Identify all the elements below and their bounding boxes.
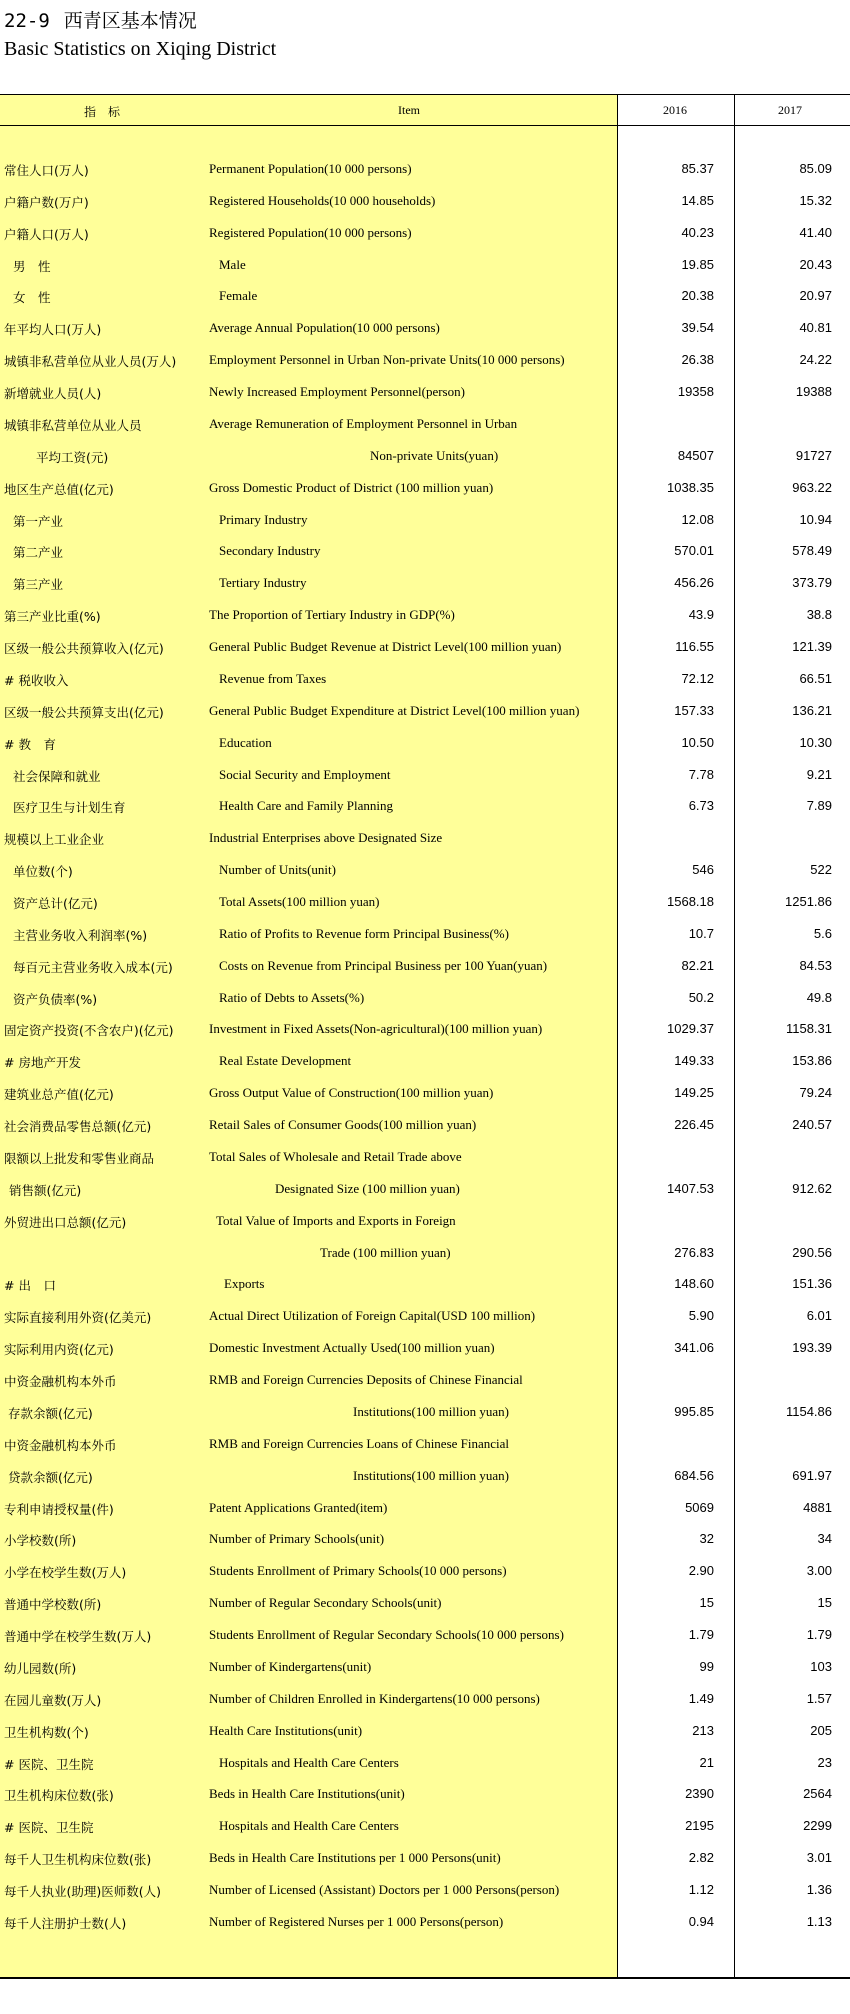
value-2016: 456.26 [674,575,714,591]
table-row [0,858,850,882]
row-label-cn: 限额以上批发和零售业商品 [4,1150,155,1166]
table-row [0,1910,850,1934]
value-2016: 213 [692,1722,714,1738]
row-label-en: Retail Sales of Consumer Goods(100 million yuan) [209,1117,477,1133]
row-label-cn: # 教 育 [4,736,56,752]
value-2016: 39.54 [681,320,714,336]
row-label-cn: # 税收收入 [4,672,69,688]
row-label-cn: 每千人注册护士数(人) [4,1915,127,1931]
table-row [0,794,850,818]
table-row [0,157,850,181]
value-2017: 10.30 [799,734,832,750]
value-2017: 7.89 [806,798,832,814]
table-row [0,1432,850,1456]
row-label-cn: 第二产业 [13,545,64,561]
value-2016: 2.82 [688,1850,714,1866]
row-label-en: Gross Output Value of Construction(100 million yuan) [209,1085,494,1101]
table-row [0,922,850,946]
value-2016: 149.33 [674,1053,714,1069]
table-row [0,1113,850,1137]
value-2016: 40.23 [681,224,714,240]
table-row [0,699,850,723]
table-row [0,1846,850,1870]
value-2016: 1568.18 [667,894,714,909]
header-year-2016: 2016 [663,103,687,117]
row-label-cn: 存款余额(亿元) [8,1405,93,1421]
value-2017: 79.24 [799,1085,832,1101]
value-2017: 240.57 [792,1117,832,1133]
row-label-en: Average Remuneration of Employment Personnel in Urban [209,415,518,431]
value-2017: 4881 [803,1499,832,1515]
row-label-en: Education [219,734,272,750]
row-label-cn: 幼儿园数(所) [4,1660,77,1676]
value-2017: 1154.86 [785,1403,832,1419]
row-label-en: Total Assets(100 million yuan) [219,894,380,909]
value-2017: 10.94 [799,511,832,527]
value-2016: 995.85 [674,1403,714,1419]
row-label-en: Number of Primary Schools(unit) [209,1531,385,1547]
row-label-cn: 实际利用内资(亿元) [4,1342,114,1358]
row-label-cn: 区级一般公共预算收入(亿元) [4,641,164,657]
table-row [0,1304,850,1328]
value-2016: 1.79 [688,1627,714,1643]
row-label-en: Costs on Revenue from Principal Business per 100 Yuan(yuan) [219,957,548,973]
header-indicator: 指 标 [84,105,121,119]
table-row [0,1687,850,1711]
value-2016: 15 [699,1595,714,1611]
value-2016: 5069 [685,1499,714,1515]
row-label-en: Students Enrollment of Primary Schools(10 000 persons) [209,1563,507,1579]
table-row [0,1017,850,1041]
row-label-cn: 资产负债率(%) [13,991,98,1007]
row-label-cn: 地区生产总值(亿元) [4,481,114,497]
row-label-en: Ratio of Profits to Revenue form Principal Business(%) [219,925,509,941]
table-row [0,539,850,563]
row-label-cn: 建筑业总产值(亿元) [4,1087,114,1103]
value-2017: 9.21 [806,766,832,782]
table-row [0,763,850,787]
table-row [0,316,850,340]
value-2016: 26.38 [681,352,714,368]
row-label-cn: 城镇非私营单位从业人员(万人) [4,354,177,370]
value-2016: 84507 [677,447,714,463]
table-row [0,253,850,277]
table-row [0,1527,850,1551]
table-row [0,667,850,691]
value-2016: 276.83 [674,1244,714,1260]
value-2017: 24.22 [799,352,832,368]
value-2017: 1.79 [806,1627,832,1643]
value-2016: 20.38 [681,288,714,304]
row-label-en: Revenue from Taxes [219,670,327,686]
table-row [0,1400,850,1424]
value-2017: 290.56 [792,1244,832,1260]
row-label-cn: 中资金融机构本外币 [4,1437,117,1453]
row-label-en: Health Care and Family Planning [219,798,394,814]
value-2017: 912.62 [792,1180,832,1196]
row-label-en: Hospitals and Health Care Centers [219,1754,399,1770]
row-label-en: Beds in Health Care Institutions(unit) [209,1786,405,1802]
row-label-en: Health Care Institutions(unit) [209,1722,363,1738]
row-label-cn: 医疗卫生与计划生育 [13,800,126,816]
table-row [0,826,850,850]
row-label-cn: 城镇非私营单位从业人员 [4,417,142,433]
table-row [0,284,850,308]
value-2016: 7.78 [688,766,714,782]
row-label-en: Number of Registered Nurses per 1 000 Persons(person) [209,1913,504,1929]
value-2017: 522 [810,862,832,878]
table-row [0,1496,850,1520]
value-2016: 1029.37 [667,1021,714,1037]
row-label-cn: 中资金融机构本外币 [4,1374,117,1390]
table-row [0,348,850,372]
row-label-cn: 小学在校学生数(万人) [4,1565,127,1581]
value-2016: 19.85 [681,256,714,272]
value-2017: 2564 [803,1786,832,1802]
statistics-table [0,94,850,1979]
row-label-cn: 普通中学在校学生数(万人) [4,1629,152,1645]
value-2017: 1158.31 [785,1021,832,1037]
row-label-cn: 在园儿童数(万人) [4,1692,102,1708]
row-label-en: Ratio of Debts to Assets(%) [219,989,365,1005]
value-2017: 23 [817,1754,832,1770]
value-2016: 2390 [685,1786,714,1802]
value-2017: 19388 [795,384,832,400]
row-label-cn: # 出 口 [4,1278,56,1294]
row-label-en: Employment Personnel in Urban Non-private Units(10 000 persons) [209,352,565,368]
value-2017: 578.49 [792,543,832,559]
value-2017: 38.8 [806,607,832,623]
row-label-en: Gross Domestic Product of District (100 million yuan) [209,479,494,495]
value-2016: 10.7 [688,925,714,941]
row-label-cn: 常住人口(万人) [4,163,89,178]
row-label-en: Number of Regular Secondary Schools(unit) [209,1595,442,1611]
row-label-cn: 社会消费品零售总额(亿元) [4,1119,152,1135]
value-2016: 72.12 [681,670,714,686]
value-2016: 1038.35 [667,479,714,495]
value-2017: 15.32 [799,192,832,208]
row-label-en: Institutions(100 million yuan) [353,1467,509,1483]
table-row [0,1145,850,1169]
row-label-en: Female [219,288,258,304]
value-2017: 963.22 [792,479,832,495]
value-2017: 20.43 [799,256,832,272]
table-row [0,476,850,500]
value-2017: 5.6 [813,925,832,941]
value-2016: 0.94 [688,1913,714,1929]
row-label-en: Real Estate Development [219,1053,352,1069]
table-row [0,1623,850,1647]
table-title-cn-text: 西青区基本情况 [63,10,197,32]
row-label-cn: 主营业务收入利润率(%) [13,927,148,943]
table-row [0,1081,850,1105]
row-label-cn: 固定资产投资(不含农户)(亿元) [4,1023,174,1039]
value-2017: 103 [810,1658,832,1674]
value-2016: 5.90 [688,1308,714,1324]
value-2016: 21 [699,1754,714,1770]
value-2016: 1407.53 [667,1180,714,1196]
row-label-en: Investment in Fixed Assets(Non-agricultural)(100 million yuan) [209,1021,543,1037]
value-2017: 153.86 [792,1053,832,1069]
header-year-2017: 2017 [778,103,802,117]
table-row [0,1751,850,1775]
row-label-en: Male [219,256,246,272]
value-2016: 82.21 [681,957,714,973]
table-row [0,731,850,755]
value-2017: 40.81 [799,320,832,336]
value-2016: 50.2 [688,989,714,1005]
value-2016: 116.55 [675,639,714,655]
row-label-cn: 贷款余额(亿元) [8,1469,93,1485]
value-2017: 193.39 [792,1340,832,1356]
row-label-en: Students Enrollment of Regular Secondary Schools(10 000 persons) [209,1627,564,1643]
table-row [0,635,850,659]
value-2017: 15 [817,1595,832,1611]
row-label-cn: 男 性 [13,258,51,274]
value-2017: 91727 [795,447,832,463]
value-2017: 3.01 [806,1850,832,1866]
row-label-cn: 外贸进出口总额(亿元) [4,1214,127,1230]
row-label-cn: 新增就业人员(人) [4,386,102,402]
value-2016: 43.9 [688,607,714,623]
row-label-cn: 单位数(个) [13,864,73,880]
row-label-cn: 第三产业比重(%) [4,609,101,625]
row-label-cn: 小学校数(所) [4,1533,77,1549]
value-2017: 34 [817,1531,832,1547]
row-label-en: Non-private Units(yuan) [370,447,499,463]
row-label-cn: 销售额(亿元) [9,1182,82,1198]
value-2017: 84.53 [799,957,832,973]
value-2016: 1.49 [688,1690,714,1706]
row-label-cn: 年平均人口(万人) [4,322,102,338]
value-2017: 1.36 [806,1881,832,1897]
row-label-cn: 社会保障和就业 [13,768,101,784]
table-row [0,380,850,404]
table-row [0,444,850,468]
value-2016: 148.60 [674,1276,714,1292]
value-2017: 41.40 [799,224,832,240]
row-label-en: Industrial Enterprises above Designated Size [209,830,443,846]
row-label-en: Number of Units(unit) [219,862,336,878]
row-label-en: Number of Kindergartens(unit) [209,1658,372,1674]
table-row [0,1464,850,1488]
row-label-en: General Public Budget Expenditure at District Level(100 million yuan) [209,702,580,718]
table-row [0,986,850,1010]
value-2017: 373.79 [792,575,832,591]
row-label-en: Social Security and Employment [219,766,391,782]
value-2016: 1.12 [688,1881,714,1897]
table-row [0,1591,850,1615]
value-2016: 6.73 [688,798,714,814]
row-label-en: Number of Licensed (Assistant) Doctors per 1 000 Persons(person) [209,1881,560,1897]
row-label-en: Secondary Industry [219,543,321,559]
value-2016: 684.56 [674,1467,714,1483]
row-label-cn: 卫生机构数(个) [4,1724,89,1740]
table-row [0,1814,850,1838]
value-2017: 151.36 [792,1276,832,1292]
row-label-en: Actual Direct Utilization of Foreign Capital(USD 100 million) [209,1308,536,1324]
value-2017: 6.01 [806,1308,832,1324]
row-label-cn: 普通中学校数(所) [4,1597,102,1613]
row-label-en: Permanent Population(10 000 persons) [209,161,412,176]
row-label-cn: 区级一般公共预算支出(亿元) [4,704,164,720]
value-2017: 66.51 [799,670,832,686]
row-label-en: Domestic Investment Actually Used(100 million yuan) [209,1340,495,1356]
table-row [0,1782,850,1806]
row-label-en: RMB and Foreign Currencies Loans of Chinese Financial [209,1435,510,1451]
table-row [0,1209,850,1233]
value-2016: 546 [692,862,714,878]
row-label-cn: # 医院、卫生院 [4,1756,94,1772]
row-label-cn: 实际直接利用外资(亿美元) [4,1310,152,1326]
value-2016: 99 [699,1658,714,1674]
value-2016: 85.37 [681,161,714,176]
row-label-cn: 女 性 [13,290,51,306]
table-row [0,1241,850,1265]
row-label-cn: 第一产业 [13,513,64,529]
table-number: 22-9 [4,10,50,32]
value-2016: 157.33 [674,702,714,718]
value-2016: 14.85 [681,192,714,208]
table-row [0,603,850,627]
row-label-cn: 每百元主营业务收入成本(元) [13,959,173,975]
value-2017: 85.09 [799,161,832,176]
row-label-cn: 每千人执业(助理)医师数(人) [4,1883,162,1899]
value-2017: 691.97 [792,1467,832,1483]
value-2016: 2195 [685,1818,714,1834]
value-2017: 2299 [803,1818,832,1834]
table-row [0,1336,850,1360]
table-row [0,1049,850,1073]
value-2016: 149.25 [674,1085,714,1101]
table-header [0,95,850,126]
table-row [0,412,850,436]
value-2016: 32 [699,1531,714,1547]
row-label-en: Total Value of Imports and Exports in Foreign [216,1212,456,1228]
table-row [0,1719,850,1743]
row-label-en: Institutions(100 million yuan) [353,1403,509,1419]
row-label-en: Designated Size (100 million yuan) [275,1180,460,1196]
table-row [0,1368,850,1392]
row-label-en: RMB and Foreign Currencies Deposits of Chinese Financial [209,1372,523,1388]
value-2016: 570.01 [674,543,714,559]
table-title-en: Basic Statistics on Xiqing District [4,38,277,60]
table-row [0,1559,850,1583]
row-label-en: Registered Households(10 000 households) [209,192,436,208]
value-2017: 3.00 [806,1563,832,1579]
row-label-cn: 户籍人口(万人) [4,226,89,242]
table-title-cn [4,6,197,33]
row-label-en: General Public Budget Revenue at District Level(100 million yuan) [209,639,562,655]
table-row [0,1177,850,1201]
row-label-en: Primary Industry [219,511,308,527]
header-item: Item [398,103,420,117]
row-label-cn: # 房地产开发 [4,1055,81,1071]
table-row [0,1272,850,1296]
value-2016: 12.08 [681,511,714,527]
table-row [0,890,850,914]
value-2016: 10.50 [681,734,714,750]
table-row [0,1878,850,1902]
row-label-cn: # 医院、卫生院 [4,1820,94,1836]
table-row [0,954,850,978]
row-label-cn: 卫生机构床位数(张) [4,1788,114,1804]
row-label-cn: 平均工资(元) [36,449,109,465]
value-2016: 2.90 [688,1563,714,1579]
value-2017: 1.57 [806,1690,832,1706]
value-2017: 205 [810,1722,832,1738]
row-label-en: Hospitals and Health Care Centers [219,1818,399,1834]
value-2016: 341.06 [674,1340,714,1356]
row-label-en: Registered Population(10 000 persons) [209,224,412,240]
row-label-cn: 规模以上工业企业 [4,832,105,848]
value-2017: 121.39 [792,639,832,655]
row-label-en: Beds in Health Care Institutions per 1 000 Persons(unit) [209,1850,501,1866]
value-2016: 226.45 [674,1117,714,1133]
table-row [0,571,850,595]
row-label-en: Tertiary Industry [219,575,307,591]
value-2017: 136.21 [792,702,832,718]
value-2017: 1.13 [806,1913,832,1929]
value-2017: 49.8 [806,989,832,1005]
table-row [0,1655,850,1679]
value-2017: 20.97 [799,288,832,304]
value-2017: 1251.86 [785,894,832,909]
row-label-en: Exports [224,1276,265,1292]
row-label-cn: 第三产业 [13,577,64,593]
row-label-en: Number of Children Enrolled in Kindergartens(10 000 persons) [209,1690,540,1706]
row-label-en: The Proportion of Tertiary Industry in GDP(%) [209,607,455,623]
row-label-en: Total Sales of Wholesale and Retail Trade above [209,1148,462,1164]
row-label-cn: 每千人卫生机构床位数(张) [4,1852,152,1868]
row-label-cn: 户籍户数(万户) [4,194,89,210]
table-row [0,189,850,213]
row-label-en: Patent Applications Granted(item) [209,1499,388,1515]
row-label-en: Average Annual Population(10 000 persons) [209,320,440,336]
row-label-en: Trade (100 million yuan) [320,1244,451,1260]
table-row [0,508,850,532]
table-row [0,221,850,245]
row-label-cn: 资产总计(亿元) [13,896,98,911]
row-label-en: Newly Increased Employment Personnel(person) [209,384,465,400]
value-2016: 19358 [677,384,714,400]
row-label-cn: 专利申请授权量(件) [4,1501,114,1517]
